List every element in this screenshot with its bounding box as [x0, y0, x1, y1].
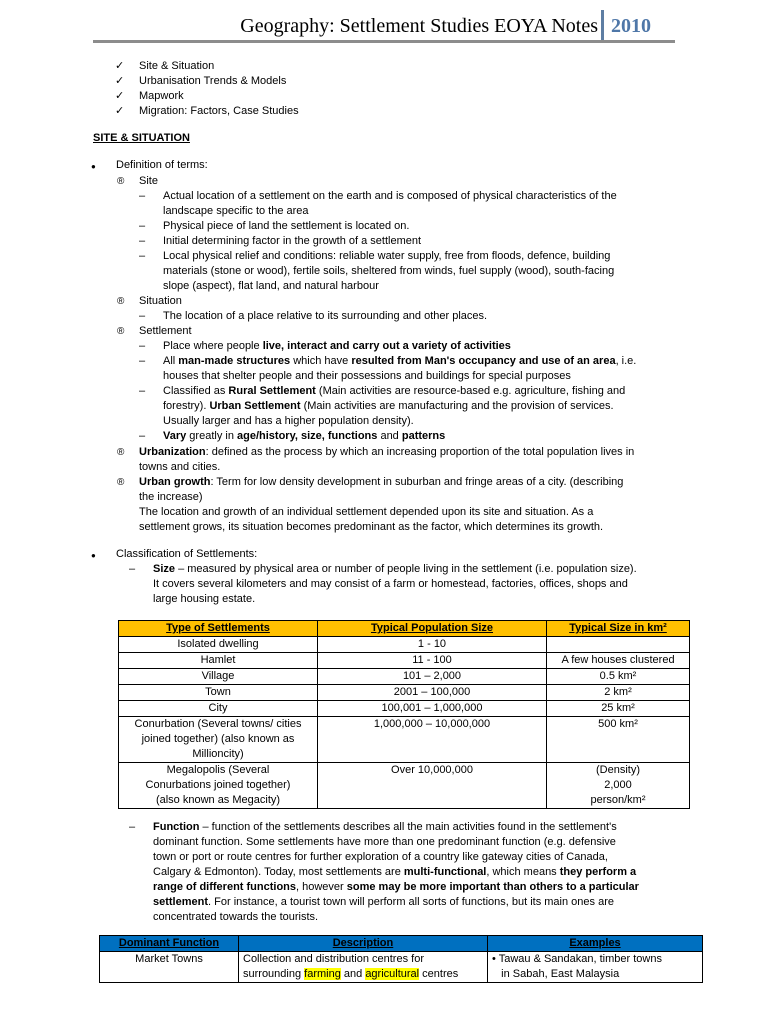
settlement-types-table	[118, 620, 690, 809]
checkmark-icon: ✓	[115, 75, 125, 87]
table-header: Typical Population Size	[318, 621, 547, 637]
size-definition: Size – measured by physical area or number of people living in the settlement (i.e. population size).	[153, 563, 637, 575]
table-row: Town 2001 – 100,000 2 km²	[119, 685, 690, 701]
site-point: Local physical relief and conditions: reliable water supply, free from floods, defence, building	[163, 250, 611, 262]
settlement-point-cont: forestry). Urban Settlement (Main activities are manufacturing and the provision of services.	[163, 400, 614, 412]
function-cont: settlement. For instance, a tourist town will perform all sorts of functions, but its main ones are	[153, 896, 614, 908]
table-header: Type of Settlements	[119, 621, 318, 637]
dash-icon: –	[139, 385, 146, 397]
checkmark-icon: ✓	[115, 90, 125, 102]
dash-icon: –	[129, 821, 136, 833]
dash-icon: –	[139, 355, 146, 367]
settlement-point: All man-made structures which have resulted from Man's occupancy and use of an area, i.e.	[163, 355, 637, 367]
settlement-point: Classified as Rural Settlement (Main activities are resource-based e.g. agriculture, fishing and	[163, 385, 626, 397]
dash-icon: –	[129, 563, 136, 575]
classification-intro: Classification of Settlements:	[116, 548, 258, 560]
header-divider	[601, 10, 604, 42]
dash-icon: –	[139, 430, 146, 442]
site-point-cont: landscape specific to the area	[163, 205, 309, 217]
function-cont: concentrated towards the tourists.	[153, 911, 319, 923]
settlement-point: Vary greatly in age/history, size, functions and patterns	[163, 430, 446, 442]
checklist-item: Urbanisation Trends & Models	[139, 75, 287, 87]
bullet-icon: ●	[91, 551, 96, 560]
table-row: Market Towns Collection and distribution centres for surrounding farming and agricultural centres • Tawau & Sandakan, timber towns in Sabah, East Malaysia	[100, 952, 703, 983]
checklist-item: Migration: Factors, Case Studies	[139, 105, 299, 117]
dash-icon: –	[139, 340, 146, 352]
urbanization-cont: towns and cities.	[139, 461, 221, 473]
table-header: Dominant Function	[100, 936, 239, 952]
summary-paragraph: settlement grows, its situation becomes predominant as the factor, which determines its growth.	[139, 521, 604, 533]
bullet-icon: ●	[91, 162, 96, 171]
dash-icon: –	[139, 220, 146, 232]
site-point-cont: slope (aspect), flat land, and natural harbour	[163, 280, 379, 292]
function-cont: Calgary & Edmonton). Today, most settlements are multi-functional, which means they perform a	[153, 866, 637, 878]
dominant-function-table	[99, 935, 703, 983]
urban-growth-cont: the increase)	[139, 491, 203, 503]
dash-icon: –	[139, 190, 146, 202]
size-cont: It covers several kilometers and may consist of a farm or homestead, factories, offices, shops and	[153, 578, 628, 590]
site-label: Site	[139, 175, 158, 187]
checklist-item: Mapwork	[139, 90, 184, 102]
document-title: Geography: Settlement Studies EOYA Notes	[240, 15, 598, 37]
table-row: City 100,001 – 1,000,000 25 km²	[119, 701, 690, 717]
registered-bullet-icon: ®	[117, 326, 125, 337]
table-row: Conurbation (Several towns/ cities joined together) (also known as Millioncity) 1,000,000 – 10,000,000 500 km²	[119, 717, 690, 763]
table-header: Description	[239, 936, 488, 952]
table-header: Typical Size in km²	[547, 621, 690, 637]
document-year: 2010	[611, 15, 651, 37]
settlement-point-cont: houses that shelter people and their possessions and buildings for special purposes	[163, 370, 571, 382]
bullet-icon: •	[492, 953, 496, 965]
function-cont: range of different functions, however some may be more important than others to a particular	[153, 881, 639, 893]
table-row: Village 101 – 2,000 0.5 km²	[119, 669, 690, 685]
dash-icon: –	[139, 310, 146, 322]
checklist-item: Site & Situation	[139, 60, 215, 72]
function-cont: town or port or route centres for further exploration of a country like gateway cities of Canada,	[153, 851, 608, 863]
site-point-cont: materials (stone or wood), fertile soils, sheltered from winds, fuel supply (wood), south-facing	[163, 265, 615, 277]
urban-growth-definition: Urban growth: Term for low density development in suburban and fringe areas of a city. (describing	[139, 476, 624, 488]
situation-label: Situation	[139, 295, 182, 307]
urbanization-definition: Urbanization: defined as the process by which an increasing proportion of the total population lives in	[139, 446, 635, 458]
registered-bullet-icon: ®	[117, 477, 125, 488]
settlement-point: Place where people live, interact and carry out a variety of activities	[163, 340, 511, 352]
dash-icon: –	[139, 235, 146, 247]
situation-point: The location of a place relative to its surrounding and other places.	[163, 310, 488, 322]
definitions-intro: Definition of terms:	[116, 159, 208, 171]
registered-bullet-icon: ®	[117, 176, 125, 187]
site-point: Actual location of a settlement on the earth and is composed of physical characteristics of the	[163, 190, 617, 202]
header-rule	[93, 40, 675, 43]
table-row: Hamlet 11 - 100 A few houses clustered	[119, 653, 690, 669]
summary-paragraph: The location and growth of an individual settlement depended upon its site and situation. As a	[139, 506, 594, 518]
registered-bullet-icon: ®	[117, 296, 125, 307]
size-cont: large housing estate.	[153, 593, 256, 605]
table-row: Isolated dwelling 1 - 10	[119, 637, 690, 653]
dash-icon: –	[139, 250, 146, 262]
function-cont: dominant function. Some settlements have more than one predominant function (e.g. defensive	[153, 836, 616, 848]
function-definition: Function – function of the settlements describes all the main activities found in the settlement's	[153, 821, 617, 833]
checkmark-icon: ✓	[115, 60, 125, 72]
checkmark-icon: ✓	[115, 105, 125, 117]
table-header: Examples	[488, 936, 703, 952]
site-point: Physical piece of land the settlement is located on.	[163, 220, 410, 232]
registered-bullet-icon: ®	[117, 447, 125, 458]
site-point: Initial determining factor in the growth of a settlement	[163, 235, 422, 247]
section-heading: SITE & SITUATION	[93, 132, 190, 144]
settlement-point-cont: Usually larger and has a higher population density).	[163, 415, 414, 427]
table-row: Megalopolis (Several Conurbations joined together) (also known as Megacity) Over 10,000,000 (Density) 2,000 person/km²	[119, 763, 690, 809]
settlement-label: Settlement	[139, 325, 192, 337]
